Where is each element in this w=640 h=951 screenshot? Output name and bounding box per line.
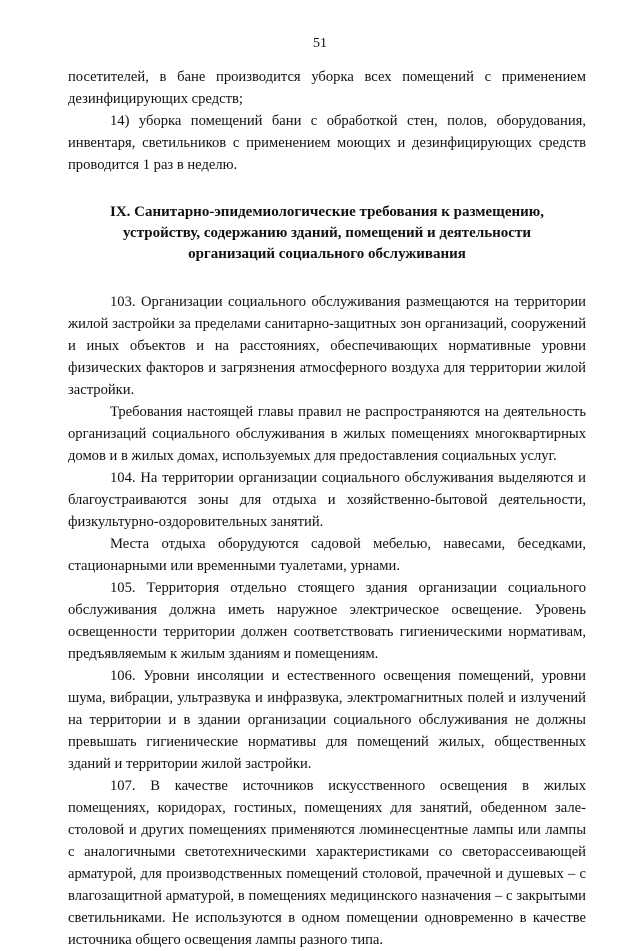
section-title [68,202,586,265]
paragraph-103-note: Требования настоящей главы правил не распространяются на деятельность организаций социального обслуживания в жилых помещениях многоквартирных домов и в жилых домах, используемых для предоставления социальных услуг. [68,404,586,464]
section-title-line: организаций социального обслуживания [188,246,466,262]
paragraph-105: 105. Территория отдельно стоящего здания организации социального обслуживания должна иметь наружное электрическое освещение. Уровень освещенности территории должен соответствовать гигиеническими нормативам, предъявляемым к жилым зданиям и помещениям. [68,580,586,662]
page-content [68,66,586,951]
paragraph-107: 107. В качестве источников искусственного освещения в жилых помещениях, коридорах, гостиных, помещениях для занятий, обеденном зале-столовой и других помещениях применяются люминесцентные лампы или лампы с аналогичными светотехническими характеристиками со светорассеивающей арматурой, для производственных помещений столовой, прачечной и душевых – с влагозащитной арматурой, в помещениях медицинского назначения – с закрытыми светильниками. Не используются в одном помещении одновременно в качестве источника общего освещения лампы разного типа. [68,778,586,948]
paragraph-104: 104. На территории организации социального обслуживания выделяются и благоустраиваются зоны для отдыха и хозяйственно-бытовой деятельности, физкультурно-оздоровительных занятий. [68,470,586,530]
paragraph-103: 103. Организации социального обслуживания размещаются на территории жилой застройки за пределами санитарно-защитных зон организаций, сооружений и иных объектов и на расстояниях, обеспечивающих нормативные уровни физических факторов и загрязнения атмосферного воздуха для территории жилой застройки. [68,294,586,398]
section-title-line: устройству, содержанию зданий, помещений и деятельности [123,225,531,241]
paragraph-106: 106. Уровни инсоляции и естественного освещения помещений, уровни шума, вибрации, ультразвука и инфразвука, электромагнитных полей и излучений на территории и в здании организации социального обслуживания не должны превышать гигиенические нормативы для помещений жилых, общественных зданий и территории жилой застройки. [68,668,586,772]
paragraph-item-14: 14) уборка помещений бани с обработкой стен, полов, оборудования, инвентаря, светильников с применением моющих и дезинфицирующих средств проводится 1 раз в неделю. [68,113,586,173]
section-title-line: IX. Санитарно-эпидемиологические требования к размещению, [110,204,544,220]
paragraph-104-note: Места отдыха оборудуются садовой мебелью, навесами, беседками, стационарными или временными туалетами, урнами. [68,536,586,574]
page-number: 51 [313,36,327,51]
paragraph-continued: посетителей, в бане производится уборка всех помещений с применением дезинфицирующих средств; [68,69,586,107]
